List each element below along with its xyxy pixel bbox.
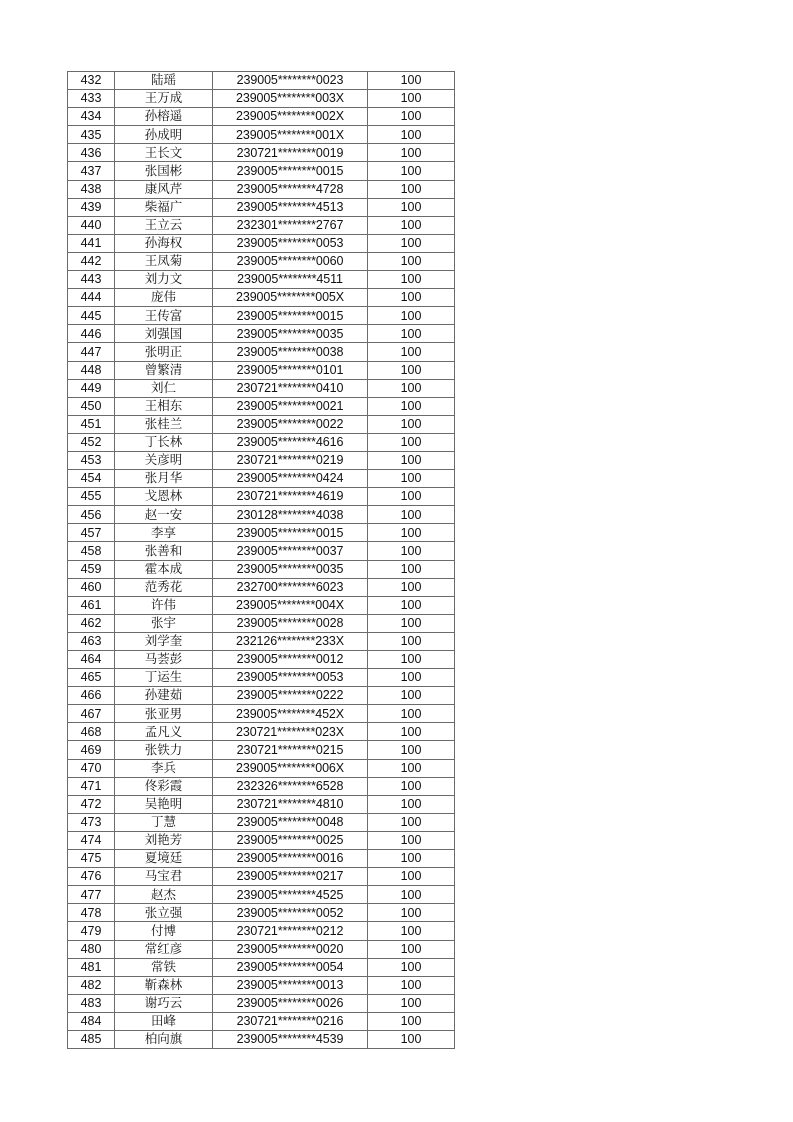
score-cell: 100 xyxy=(368,813,455,831)
row-number-cell: 454 xyxy=(68,470,115,488)
score-cell: 100 xyxy=(368,216,455,234)
person-name-cell: 王传富 xyxy=(115,307,213,325)
score-cell: 100 xyxy=(368,488,455,506)
person-name-cell: 张善和 xyxy=(115,542,213,560)
table-row xyxy=(68,90,455,108)
id-number-cell: 239005********4511 xyxy=(213,271,368,289)
row-number-cell: 436 xyxy=(68,144,115,162)
row-number-cell: 445 xyxy=(68,307,115,325)
person-name-cell: 谢巧云 xyxy=(115,994,213,1012)
table-row xyxy=(68,1030,455,1048)
score-cell: 100 xyxy=(368,850,455,868)
score-cell: 100 xyxy=(368,252,455,270)
id-number-cell: 239005********0013 xyxy=(213,976,368,994)
score-cell: 100 xyxy=(368,651,455,669)
id-number-cell: 239005********0037 xyxy=(213,542,368,560)
person-name-cell: 赵一安 xyxy=(115,506,213,524)
person-name-cell: 范秀花 xyxy=(115,578,213,596)
person-name-cell: 刘强国 xyxy=(115,325,213,343)
row-number-cell: 450 xyxy=(68,397,115,415)
person-name-cell: 李兵 xyxy=(115,759,213,777)
id-number-cell: 239005********0424 xyxy=(213,470,368,488)
row-number-cell: 452 xyxy=(68,433,115,451)
person-name-cell: 许伟 xyxy=(115,596,213,614)
person-name-cell: 柴福广 xyxy=(115,198,213,216)
score-cell: 100 xyxy=(368,180,455,198)
person-name-cell: 靳森林 xyxy=(115,976,213,994)
row-number-cell: 438 xyxy=(68,180,115,198)
score-cell: 100 xyxy=(368,922,455,940)
row-number-cell: 449 xyxy=(68,379,115,397)
score-cell: 100 xyxy=(368,144,455,162)
row-number-cell: 464 xyxy=(68,651,115,669)
row-number-cell: 459 xyxy=(68,560,115,578)
score-cell: 100 xyxy=(368,578,455,596)
table-row xyxy=(68,397,455,415)
person-name-cell: 霍本成 xyxy=(115,560,213,578)
row-number-cell: 478 xyxy=(68,904,115,922)
table-row xyxy=(68,252,455,270)
score-cell: 100 xyxy=(368,397,455,415)
table-row xyxy=(68,506,455,524)
row-number-cell: 432 xyxy=(68,72,115,90)
row-number-cell: 439 xyxy=(68,198,115,216)
score-cell: 100 xyxy=(368,108,455,126)
score-cell: 100 xyxy=(368,759,455,777)
table-row xyxy=(68,958,455,976)
id-number-cell: 239005********0026 xyxy=(213,994,368,1012)
table-row xyxy=(68,542,455,560)
id-number-cell: 239005********4616 xyxy=(213,433,368,451)
person-name-cell: 常红彦 xyxy=(115,940,213,958)
row-number-cell: 476 xyxy=(68,868,115,886)
row-number-cell: 435 xyxy=(68,126,115,144)
person-name-cell: 吴艳明 xyxy=(115,795,213,813)
id-number-cell: 239005********0054 xyxy=(213,958,368,976)
id-number-cell: 232301********2767 xyxy=(213,216,368,234)
table-row xyxy=(68,433,455,451)
id-number-cell: 239005********0021 xyxy=(213,397,368,415)
person-name-cell: 田峰 xyxy=(115,1012,213,1030)
row-number-cell: 467 xyxy=(68,705,115,723)
score-cell: 100 xyxy=(368,524,455,542)
row-number-cell: 470 xyxy=(68,759,115,777)
table-row xyxy=(68,180,455,198)
row-number-cell: 446 xyxy=(68,325,115,343)
table-row xyxy=(68,687,455,705)
score-cell: 100 xyxy=(368,379,455,397)
row-number-cell: 451 xyxy=(68,415,115,433)
table-row xyxy=(68,723,455,741)
table-row xyxy=(68,632,455,650)
person-name-cell: 王相东 xyxy=(115,397,213,415)
id-number-cell: 239005********4539 xyxy=(213,1030,368,1048)
score-cell: 100 xyxy=(368,72,455,90)
score-cell: 100 xyxy=(368,506,455,524)
id-number-cell: 230721********0019 xyxy=(213,144,368,162)
row-number-cell: 477 xyxy=(68,886,115,904)
row-number-cell: 485 xyxy=(68,1030,115,1048)
person-name-cell: 王立云 xyxy=(115,216,213,234)
id-number-cell: 239005********004X xyxy=(213,596,368,614)
person-name-cell: 张铁力 xyxy=(115,741,213,759)
id-number-cell: 230721********023X xyxy=(213,723,368,741)
roster-table xyxy=(67,71,455,1049)
score-cell: 100 xyxy=(368,994,455,1012)
id-number-cell: 239005********0012 xyxy=(213,651,368,669)
table-row xyxy=(68,795,455,813)
id-number-cell: 230721********0216 xyxy=(213,1012,368,1030)
id-number-cell: 239005********0053 xyxy=(213,669,368,687)
row-number-cell: 441 xyxy=(68,234,115,252)
row-number-cell: 469 xyxy=(68,741,115,759)
id-number-cell: 239005********0020 xyxy=(213,940,368,958)
person-name-cell: 孙成明 xyxy=(115,126,213,144)
score-cell: 100 xyxy=(368,777,455,795)
score-cell: 100 xyxy=(368,632,455,650)
row-number-cell: 461 xyxy=(68,596,115,614)
id-number-cell: 239005********0035 xyxy=(213,560,368,578)
id-number-cell: 239005********0048 xyxy=(213,813,368,831)
id-number-cell: 239005********0217 xyxy=(213,868,368,886)
table-row xyxy=(68,289,455,307)
person-name-cell: 张宇 xyxy=(115,614,213,632)
table-row xyxy=(68,216,455,234)
table-row xyxy=(68,578,455,596)
row-number-cell: 466 xyxy=(68,687,115,705)
id-number-cell: 239005********001X xyxy=(213,126,368,144)
table-row xyxy=(68,560,455,578)
row-number-cell: 453 xyxy=(68,451,115,469)
person-name-cell: 马宝君 xyxy=(115,868,213,886)
score-cell: 100 xyxy=(368,325,455,343)
id-number-cell: 232326********6528 xyxy=(213,777,368,795)
score-cell: 100 xyxy=(368,795,455,813)
row-number-cell: 475 xyxy=(68,850,115,868)
score-cell: 100 xyxy=(368,234,455,252)
table-row xyxy=(68,379,455,397)
person-name-cell: 丁长林 xyxy=(115,433,213,451)
score-cell: 100 xyxy=(368,705,455,723)
id-number-cell: 239005********0060 xyxy=(213,252,368,270)
person-name-cell: 关彦明 xyxy=(115,451,213,469)
id-number-cell: 239005********0101 xyxy=(213,361,368,379)
score-cell: 100 xyxy=(368,289,455,307)
id-number-cell: 239005********4728 xyxy=(213,180,368,198)
table-row xyxy=(68,596,455,614)
table-row xyxy=(68,813,455,831)
score-cell: 100 xyxy=(368,1030,455,1048)
person-name-cell: 康风芹 xyxy=(115,180,213,198)
score-cell: 100 xyxy=(368,723,455,741)
person-name-cell: 张月华 xyxy=(115,470,213,488)
person-name-cell: 陆瑶 xyxy=(115,72,213,90)
row-number-cell: 462 xyxy=(68,614,115,632)
table-row xyxy=(68,850,455,868)
table-row xyxy=(68,126,455,144)
id-number-cell: 239005********0035 xyxy=(213,325,368,343)
score-cell: 100 xyxy=(368,162,455,180)
person-name-cell: 张国彬 xyxy=(115,162,213,180)
table-row xyxy=(68,415,455,433)
table-row xyxy=(68,162,455,180)
table-row xyxy=(68,470,455,488)
table-row xyxy=(68,886,455,904)
score-cell: 100 xyxy=(368,904,455,922)
row-number-cell: 434 xyxy=(68,108,115,126)
row-number-cell: 456 xyxy=(68,506,115,524)
person-name-cell: 孙榕遥 xyxy=(115,108,213,126)
table-row xyxy=(68,325,455,343)
score-cell: 100 xyxy=(368,868,455,886)
person-name-cell: 王凤菊 xyxy=(115,252,213,270)
id-number-cell: 239005********0016 xyxy=(213,850,368,868)
row-number-cell: 442 xyxy=(68,252,115,270)
score-cell: 100 xyxy=(368,596,455,614)
table-row xyxy=(68,108,455,126)
row-number-cell: 433 xyxy=(68,90,115,108)
row-number-cell: 479 xyxy=(68,922,115,940)
person-name-cell: 丁运生 xyxy=(115,669,213,687)
row-number-cell: 482 xyxy=(68,976,115,994)
score-cell: 100 xyxy=(368,958,455,976)
id-number-cell: 232126********233X xyxy=(213,632,368,650)
person-name-cell: 佟彩霞 xyxy=(115,777,213,795)
person-name-cell: 李享 xyxy=(115,524,213,542)
id-number-cell: 232700********6023 xyxy=(213,578,368,596)
row-number-cell: 472 xyxy=(68,795,115,813)
table-row xyxy=(68,234,455,252)
person-name-cell: 孟凡义 xyxy=(115,723,213,741)
id-number-cell: 239005********0015 xyxy=(213,524,368,542)
id-number-cell: 230721********0410 xyxy=(213,379,368,397)
score-cell: 100 xyxy=(368,415,455,433)
score-cell: 100 xyxy=(368,741,455,759)
table-row xyxy=(68,904,455,922)
id-number-cell: 230721********0215 xyxy=(213,741,368,759)
id-number-cell: 239005********0022 xyxy=(213,415,368,433)
roster-table-body xyxy=(68,72,455,1049)
table-row xyxy=(68,614,455,632)
id-number-cell: 230721********4810 xyxy=(213,795,368,813)
person-name-cell: 曾繁清 xyxy=(115,361,213,379)
table-row xyxy=(68,741,455,759)
id-number-cell: 239005********0052 xyxy=(213,904,368,922)
table-row xyxy=(68,307,455,325)
table-row xyxy=(68,669,455,687)
table-row xyxy=(68,524,455,542)
score-cell: 100 xyxy=(368,687,455,705)
person-name-cell: 张亚男 xyxy=(115,705,213,723)
score-cell: 100 xyxy=(368,343,455,361)
person-name-cell: 王万成 xyxy=(115,90,213,108)
id-number-cell: 239005********0038 xyxy=(213,343,368,361)
score-cell: 100 xyxy=(368,271,455,289)
id-number-cell: 239005********006X xyxy=(213,759,368,777)
person-name-cell: 刘仁 xyxy=(115,379,213,397)
table-row xyxy=(68,361,455,379)
row-number-cell: 483 xyxy=(68,994,115,1012)
id-number-cell: 239005********452X xyxy=(213,705,368,723)
score-cell: 100 xyxy=(368,831,455,849)
row-number-cell: 455 xyxy=(68,488,115,506)
row-number-cell: 460 xyxy=(68,578,115,596)
person-name-cell: 孙海权 xyxy=(115,234,213,252)
row-number-cell: 457 xyxy=(68,524,115,542)
row-number-cell: 443 xyxy=(68,271,115,289)
person-name-cell: 刘艳芳 xyxy=(115,831,213,849)
score-cell: 100 xyxy=(368,669,455,687)
id-number-cell: 239005********0023 xyxy=(213,72,368,90)
row-number-cell: 480 xyxy=(68,940,115,958)
person-name-cell: 戈恩林 xyxy=(115,488,213,506)
score-cell: 100 xyxy=(368,614,455,632)
table-row xyxy=(68,72,455,90)
id-number-cell: 239005********0028 xyxy=(213,614,368,632)
person-name-cell: 赵杰 xyxy=(115,886,213,904)
table-row xyxy=(68,488,455,506)
row-number-cell: 473 xyxy=(68,813,115,831)
row-number-cell: 468 xyxy=(68,723,115,741)
person-name-cell: 马荟彭 xyxy=(115,651,213,669)
person-name-cell: 刘学奎 xyxy=(115,632,213,650)
person-name-cell: 刘力文 xyxy=(115,271,213,289)
table-row xyxy=(68,198,455,216)
id-number-cell: 230721********0212 xyxy=(213,922,368,940)
row-number-cell: 437 xyxy=(68,162,115,180)
id-number-cell: 230721********4619 xyxy=(213,488,368,506)
score-cell: 100 xyxy=(368,451,455,469)
table-row xyxy=(68,705,455,723)
row-number-cell: 444 xyxy=(68,289,115,307)
table-row xyxy=(68,1012,455,1030)
person-name-cell: 庞伟 xyxy=(115,289,213,307)
id-number-cell: 239005********0015 xyxy=(213,307,368,325)
person-name-cell: 常铁 xyxy=(115,958,213,976)
row-number-cell: 465 xyxy=(68,669,115,687)
score-cell: 100 xyxy=(368,307,455,325)
score-cell: 100 xyxy=(368,1012,455,1030)
id-number-cell: 239005********4525 xyxy=(213,886,368,904)
score-cell: 100 xyxy=(368,470,455,488)
table-row xyxy=(68,651,455,669)
id-number-cell: 239005********0015 xyxy=(213,162,368,180)
row-number-cell: 458 xyxy=(68,542,115,560)
person-name-cell: 张明正 xyxy=(115,343,213,361)
person-name-cell: 付博 xyxy=(115,922,213,940)
id-number-cell: 239005********4513 xyxy=(213,198,368,216)
row-number-cell: 471 xyxy=(68,777,115,795)
person-name-cell: 张立强 xyxy=(115,904,213,922)
score-cell: 100 xyxy=(368,198,455,216)
table-row xyxy=(68,831,455,849)
row-number-cell: 440 xyxy=(68,216,115,234)
row-number-cell: 481 xyxy=(68,958,115,976)
row-number-cell: 474 xyxy=(68,831,115,849)
person-name-cell: 王长文 xyxy=(115,144,213,162)
table-row xyxy=(68,343,455,361)
table-row xyxy=(68,994,455,1012)
table-row xyxy=(68,451,455,469)
id-number-cell: 239005********0053 xyxy=(213,234,368,252)
id-number-cell: 230721********0219 xyxy=(213,451,368,469)
row-number-cell: 463 xyxy=(68,632,115,650)
table-row xyxy=(68,144,455,162)
score-cell: 100 xyxy=(368,940,455,958)
table-row xyxy=(68,759,455,777)
table-row xyxy=(68,940,455,958)
id-number-cell: 239005********005X xyxy=(213,289,368,307)
person-name-cell: 丁慧 xyxy=(115,813,213,831)
person-name-cell: 张桂兰 xyxy=(115,415,213,433)
score-cell: 100 xyxy=(368,560,455,578)
person-name-cell: 孙建茹 xyxy=(115,687,213,705)
row-number-cell: 484 xyxy=(68,1012,115,1030)
row-number-cell: 448 xyxy=(68,361,115,379)
table-row xyxy=(68,271,455,289)
id-number-cell: 239005********0222 xyxy=(213,687,368,705)
id-number-cell: 239005********0025 xyxy=(213,831,368,849)
person-name-cell: 夏境廷 xyxy=(115,850,213,868)
id-number-cell: 239005********003X xyxy=(213,90,368,108)
score-cell: 100 xyxy=(368,976,455,994)
table-row xyxy=(68,868,455,886)
table-row xyxy=(68,922,455,940)
table-row xyxy=(68,976,455,994)
id-number-cell: 230128********4038 xyxy=(213,506,368,524)
row-number-cell: 447 xyxy=(68,343,115,361)
score-cell: 100 xyxy=(368,542,455,560)
score-cell: 100 xyxy=(368,126,455,144)
score-cell: 100 xyxy=(368,433,455,451)
table-row xyxy=(68,777,455,795)
score-cell: 100 xyxy=(368,886,455,904)
id-number-cell: 239005********002X xyxy=(213,108,368,126)
person-name-cell: 柏向旗 xyxy=(115,1030,213,1048)
score-cell: 100 xyxy=(368,90,455,108)
score-cell: 100 xyxy=(368,361,455,379)
